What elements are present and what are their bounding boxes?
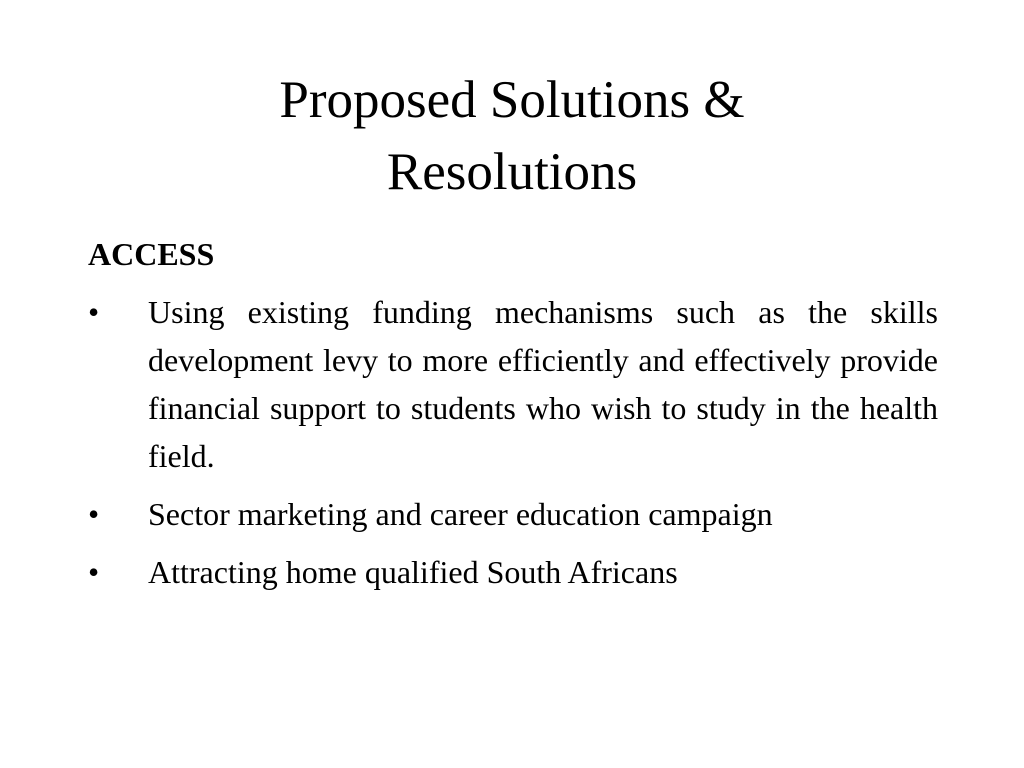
bullet-list [88,288,938,606]
bullet-icon: • [88,496,100,532]
bullet-item [88,288,938,480]
bullet-text: Using existing funding mechanisms such as the skills development levy to more efficiently and effectively provide financial support to students who wish to study in the health field. [148,294,938,474]
slide-title [80,64,944,208]
slide-title-line-2: Resolutions [386,143,638,201]
bullet-item [88,490,938,538]
bullet-icon: • [88,554,100,590]
bullet-text: Attracting home qualified South Africans [148,554,678,590]
bullet-icon: • [88,294,100,330]
slide-title-line-1: Proposed Solutions & [279,71,745,129]
bullet-text: Sector marketing and career education campaign [148,496,773,532]
bullet-item [88,548,938,596]
section-heading-access: ACCESS [88,236,215,272]
